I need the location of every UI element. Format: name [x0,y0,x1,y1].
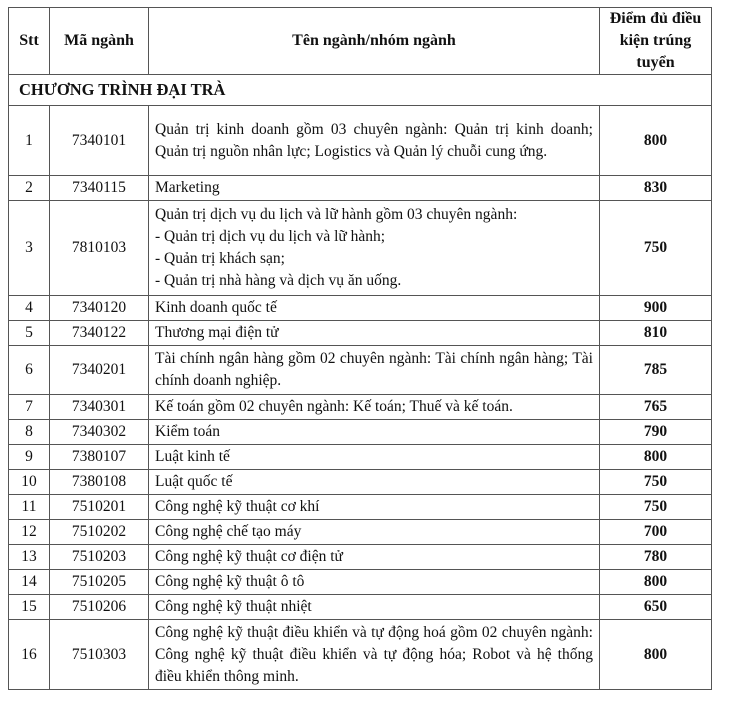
row-score: 750 [600,495,712,520]
row-major-code: 7510205 [50,570,149,595]
table-row [9,495,712,520]
header-name: Tên ngành/nhóm ngành [149,8,600,75]
row-score: 810 [600,321,712,346]
row-score: 765 [600,395,712,420]
header-code: Mã ngành [50,8,149,75]
row-score: 800 [600,445,712,470]
row-stt: 12 [9,520,50,545]
row-stt: 10 [9,470,50,495]
row-major-name: Luật kinh tế [149,445,600,470]
table-row [9,545,712,570]
row-major-name: Kiểm toán [149,420,600,445]
row-score: 800 [600,620,712,690]
row-major-name: Công nghệ kỹ thuật cơ điện tử [149,545,600,570]
row-major-name: Quản trị dịch vụ du lịch và lữ hành gồm 03 chuyên ngành: - Quản trị dịch vụ du lịch và lữ hành; - Quản trị khách sạn; - Quản trị nhà hàng và dịch vụ ăn uống. [149,201,600,296]
table-row [9,321,712,346]
table-row [9,620,712,690]
row-score: 830 [600,176,712,201]
row-major-code: 7340120 [50,296,149,321]
row-major-code: 7380107 [50,445,149,470]
row-score: 700 [600,520,712,545]
row-major-code: 7510203 [50,545,149,570]
row-major-name: Công nghệ kỹ thuật ô tô [149,570,600,595]
row-major-name: Công nghệ kỹ thuật nhiệt [149,595,600,620]
row-score: 790 [600,420,712,445]
table-row [9,106,712,176]
row-major-name: Tài chính ngân hàng gồm 02 chuyên ngành: Tài chính ngân hàng; Tài chính doanh nghiệp. [149,346,600,395]
row-major-code: 7340301 [50,395,149,420]
row-stt: 1 [9,106,50,176]
table-row [9,470,712,495]
row-score: 650 [600,595,712,620]
table-row [9,296,712,321]
row-stt: 4 [9,296,50,321]
table-row [9,595,712,620]
row-major-code: 7510201 [50,495,149,520]
row-major-name: Thương mại điện tử [149,321,600,346]
table-row [9,395,712,420]
row-stt: 13 [9,545,50,570]
row-major-code: 7340101 [50,106,149,176]
row-stt: 2 [9,176,50,201]
table-row [9,346,712,395]
row-score: 785 [600,346,712,395]
row-score: 780 [600,545,712,570]
table-row [9,445,712,470]
row-stt: 3 [9,201,50,296]
row-major-name: Công nghệ kỹ thuật điều khiển và tự động hoá gồm 02 chuyên ngành: Công nghệ kỹ thuật điều khiển và tự động hóa; Robot và hệ thống điều khiển thông minh. [149,620,600,690]
row-major-name: Marketing [149,176,600,201]
row-score: 800 [600,106,712,176]
table-row [9,201,712,296]
row-stt: 6 [9,346,50,395]
row-major-name: Kế toán gồm 02 chuyên ngành: Kế toán; Thuế và kế toán. [149,395,600,420]
row-major-code: 7510202 [50,520,149,545]
admission-score-table [8,7,712,690]
row-stt: 8 [9,420,50,445]
row-major-code: 7810103 [50,201,149,296]
row-major-name: Quản trị kinh doanh gồm 03 chuyên ngành: Quản trị kinh doanh; Quản trị nguồn nhân lực; Logistics và Quản lý chuỗi cung ứng. [149,106,600,176]
row-major-name: Kinh doanh quốc tế [149,296,600,321]
row-score: 800 [600,570,712,595]
row-major-code: 7340201 [50,346,149,395]
section-title: CHƯƠNG TRÌNH ĐẠI TRÀ [9,75,712,106]
table-row [9,420,712,445]
row-major-name: Công nghệ kỹ thuật cơ khí [149,495,600,520]
row-stt: 14 [9,570,50,595]
row-major-code: 7340115 [50,176,149,201]
row-stt: 9 [9,445,50,470]
row-stt: 16 [9,620,50,690]
row-major-code: 7340302 [50,420,149,445]
header-score: Điểm đủ điều kiện trúng tuyển [600,8,712,75]
header-stt: Stt [9,8,50,75]
row-major-code: 7510303 [50,620,149,690]
section-row [9,75,712,106]
row-stt: 15 [9,595,50,620]
row-stt: 5 [9,321,50,346]
table-row [9,520,712,545]
row-major-name: Luật quốc tế [149,470,600,495]
table-header-row [9,8,712,75]
table-row [9,176,712,201]
row-score: 750 [600,201,712,296]
row-stt: 11 [9,495,50,520]
table-row [9,570,712,595]
row-major-code: 7510206 [50,595,149,620]
row-major-code: 7340122 [50,321,149,346]
row-score: 750 [600,470,712,495]
row-stt: 7 [9,395,50,420]
row-score: 900 [600,296,712,321]
row-major-name: Công nghệ chế tạo máy [149,520,600,545]
row-major-code: 7380108 [50,470,149,495]
